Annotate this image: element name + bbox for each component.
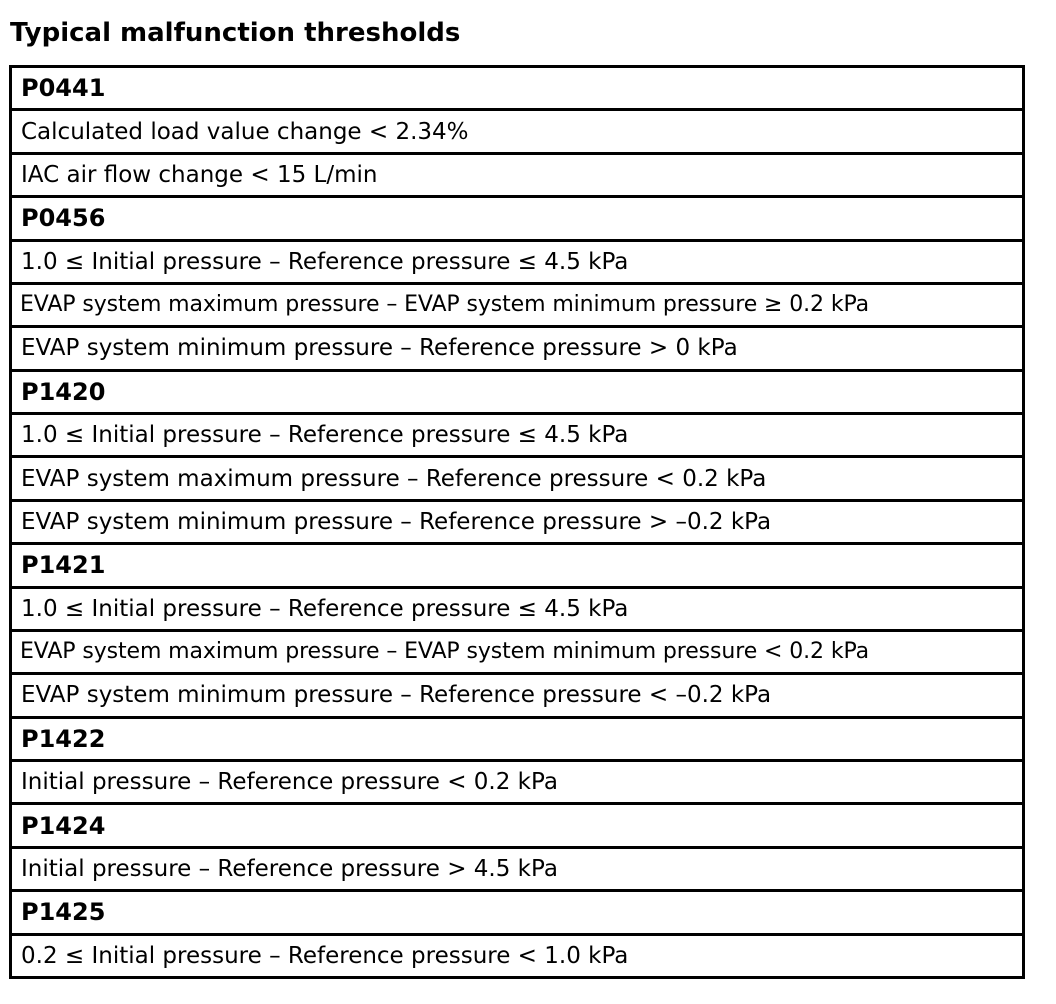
threshold-condition-cell: 1.0 ≤ Initial pressure – Reference pressure ≤ 4.5 kPa: [11, 240, 1024, 283]
threshold-condition-cell: Initial pressure – Reference pressure > 4.5 kPa: [11, 847, 1024, 890]
table-row-condition: [11, 240, 1024, 283]
table-row-code: [11, 67, 1024, 110]
threshold-condition-cell: EVAP system minimum pressure – Reference pressure > 0 kPa: [11, 327, 1024, 370]
table-row-condition: [11, 500, 1024, 543]
dtc-code-cell: P1420: [11, 370, 1024, 413]
table-row-condition: [11, 934, 1024, 978]
table-row-code: [11, 197, 1024, 240]
table-row-code: [11, 544, 1024, 587]
table-row-condition: [11, 327, 1024, 370]
thresholds-table: [9, 65, 1025, 979]
threshold-condition-cell: IAC air flow change < 15 L/min: [11, 153, 1024, 196]
table-row-condition: [11, 457, 1024, 500]
dtc-code-cell: P1425: [11, 891, 1024, 934]
threshold-condition-cell: EVAP system minimum pressure – Reference pressure < –0.2 kPa: [11, 674, 1024, 717]
table-row-condition: [11, 414, 1024, 457]
threshold-condition-cell: EVAP system maximum pressure – EVAP system minimum pressure ≥ 0.2 kPa: [11, 283, 1024, 326]
dtc-code-cell: P1424: [11, 804, 1024, 847]
table-row-condition: [11, 761, 1024, 804]
table-row-condition: [11, 674, 1024, 717]
table-row-condition: [11, 587, 1024, 630]
dtc-code-cell: P1421: [11, 544, 1024, 587]
threshold-condition-cell: 0.2 ≤ Initial pressure – Reference pressure < 1.0 kPa: [11, 934, 1024, 978]
threshold-condition-cell: 1.0 ≤ Initial pressure – Reference pressure ≤ 4.5 kPa: [11, 587, 1024, 630]
threshold-condition-cell: 1.0 ≤ Initial pressure – Reference pressure ≤ 4.5 kPa: [11, 414, 1024, 457]
dtc-code-cell: P0456: [11, 197, 1024, 240]
threshold-condition-cell: Initial pressure – Reference pressure < 0.2 kPa: [11, 761, 1024, 804]
page-title: Typical malfunction thresholds: [10, 18, 461, 48]
table-row-condition: [11, 110, 1024, 153]
table-row-code: [11, 804, 1024, 847]
table-row-condition: [11, 630, 1024, 673]
dtc-code-cell: P1422: [11, 717, 1024, 760]
table-row-code: [11, 717, 1024, 760]
table-row-condition: [11, 847, 1024, 890]
threshold-condition-cell: EVAP system maximum pressure – EVAP system minimum pressure < 0.2 kPa: [11, 630, 1024, 673]
threshold-condition-cell: EVAP system maximum pressure – Reference pressure < 0.2 kPa: [11, 457, 1024, 500]
table-row-code: [11, 370, 1024, 413]
threshold-condition-cell: Calculated load value change < 2.34%: [11, 110, 1024, 153]
table-row-condition: [11, 153, 1024, 196]
table-row-condition: [11, 283, 1024, 326]
threshold-condition-cell: EVAP system minimum pressure – Reference pressure > –0.2 kPa: [11, 500, 1024, 543]
dtc-code-cell: P0441: [11, 67, 1024, 110]
table-row-code: [11, 891, 1024, 934]
